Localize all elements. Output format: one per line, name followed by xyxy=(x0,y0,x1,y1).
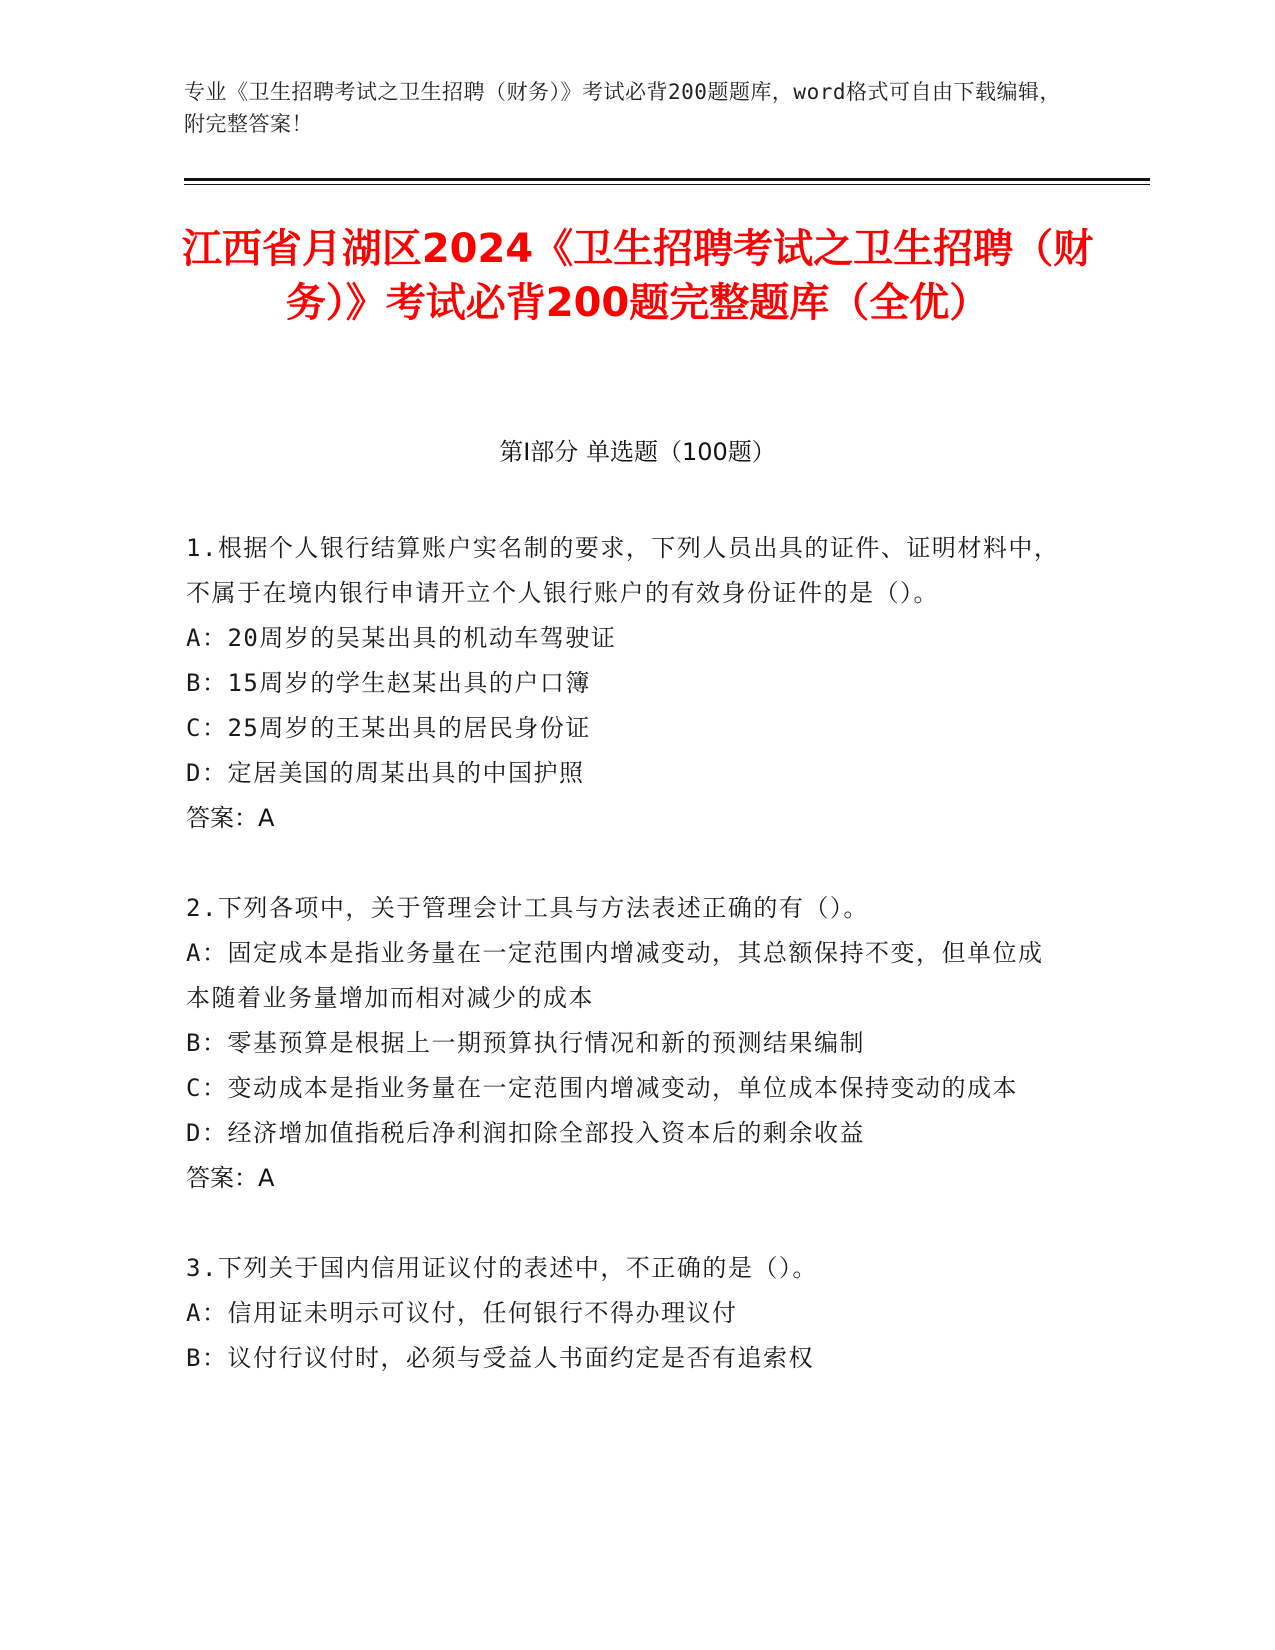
option-b: B：零基预算是根据上一期预算执行情况和新的预测结果编制 xyxy=(186,1029,865,1057)
header-divider-thick xyxy=(184,178,1150,181)
option-b: B：议付行议付时，必须与受益人书面约定是否有追索权 xyxy=(186,1344,814,1372)
question-3 xyxy=(186,1246,1066,1381)
option-c: C：25周岁的王某出具的居民身份证 xyxy=(186,714,591,742)
option-a: A：固定成本是指业务量在一定范围内增减变动，其总额保持不变，但单位成本随着业务量增加而相对减少的成本 xyxy=(186,939,1044,1012)
document-title: 江西省月湖区2024《卫生招聘考试之卫生招聘（财务）》考试必背200题完整题库（全优） xyxy=(181,226,1094,326)
question-stem: 2.下列各项中，关于管理会计工具与方法表述正确的有（）。 xyxy=(186,894,869,922)
question-1 xyxy=(186,526,1066,841)
answer-text: 答案：A xyxy=(186,804,275,832)
option-d: D：经济增加值指税后净利润扣除全部投入资本后的剩余收益 xyxy=(186,1119,865,1147)
question-stem: 1.根据个人银行结算账户实名制的要求，下列人员出具的证件、证明材料中，不属于在境内银行申请开立个人银行账户的有效身份证件的是（）。 xyxy=(186,534,1060,607)
answer-text: 答案：A xyxy=(186,1164,275,1192)
header-divider-thin xyxy=(184,184,1150,185)
option-a: A：20周岁的吴某出具的机动车驾驶证 xyxy=(186,624,617,652)
option-c: C：变动成本是指业务量在一定范围内增减变动，单位成本保持变动的成本 xyxy=(186,1074,1018,1102)
option-b: B：15周岁的学生赵某出具的户口簿 xyxy=(186,669,591,697)
question-list xyxy=(186,526,1066,1426)
option-d: D：定居美国的周某出具的中国护照 xyxy=(186,759,585,787)
question-2 xyxy=(186,886,1066,1201)
option-a: A：信用证未明示可议付，任何银行不得办理议付 xyxy=(186,1299,738,1327)
section-title: 第Ⅰ部分 单选题（100题） xyxy=(499,438,776,466)
intro-text: 专业《卫生招聘考试之卫生招聘（财务）》考试必背200题题库，word格式可自由下载编辑，附完整答案！ xyxy=(184,80,1061,136)
question-stem: 3.下列关于国内信用证议付的表述中，不正确的是（）。 xyxy=(186,1254,818,1282)
